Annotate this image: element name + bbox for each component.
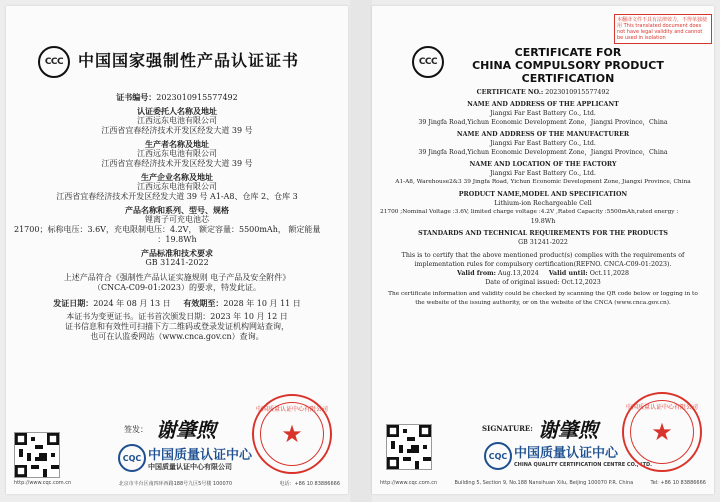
manufacturer-heading: 生产者名称及地址 bbox=[145, 139, 209, 149]
validity-line bbox=[380, 269, 706, 278]
manufacturer-address: 39 Jingfa Road,Yichun Economic Development Zone，Jiangxi Province，China bbox=[418, 149, 668, 156]
verification-note: The certificate information and validity could be checked by scanning the QR code below or logging in to bbox=[388, 291, 698, 297]
certificate-body bbox=[14, 92, 340, 342]
factory-address: 江西省宜春经济技术开发区经发大道 39 号 A1-A8、仓库 2、仓库 3 bbox=[56, 192, 298, 201]
translation-disclaimer-stamp: 本翻译文件不具有法律效力，不得单独使用 This translated document does not have legal validity and cannot be used in isolation bbox=[614, 14, 712, 44]
factory-heading: NAME AND LOCATION OF THE FACTORY bbox=[469, 161, 617, 168]
organization-name: 中国质量认证中心 bbox=[514, 446, 619, 461]
product-spec: 21700 ;Nominal Voltage :3.6V, limited charge voltage :4.2V ,Rated Capacity :5500mAh,rated energy : bbox=[380, 209, 679, 215]
standard-heading: STANDARDS AND TECHNICAL REQUIREMENTS FOR THE PRODUCTS bbox=[418, 230, 668, 237]
certificate-body bbox=[380, 88, 706, 308]
conformity-statement-continued: implementation rules for compulsory certification(REFNO. CNCA-C09-01:2023). bbox=[414, 261, 672, 268]
footer bbox=[14, 480, 340, 487]
valid-from-label: Valid from: bbox=[457, 270, 497, 277]
page-gutter bbox=[350, 0, 372, 502]
organization-name: 中国质量认证中心 bbox=[148, 448, 253, 463]
applicant-address: 39 Jingfa Road,Yichun Economic Development Zone，Jiangxi Province，China bbox=[418, 119, 668, 126]
applicant-heading: 认证委托人名称及地址 bbox=[137, 106, 217, 116]
factory-heading: 生产企业名称及地址 bbox=[141, 172, 213, 182]
applicant-name: Jiangxi Far East Battery Co., Ltd. bbox=[490, 110, 596, 117]
standard: GB 31241-2022 bbox=[518, 239, 568, 246]
valid-until-date: 2028 年 10 月 11 日 bbox=[223, 299, 301, 308]
certificate-number: 2023010915577492 bbox=[545, 89, 610, 96]
applicant-address: 江西省宜春经济技术开发区经发大道 39 号 bbox=[101, 126, 253, 135]
footer-website[interactable]: http://www.cqc.com.cn bbox=[14, 480, 72, 486]
conformity-statement-continued: （CNCA-C09-01:2023）的要求，特发此证。 bbox=[93, 283, 261, 292]
certificate-number: 2023010915577492 bbox=[156, 93, 238, 102]
applicant-name: 江西远东电池有限公司 bbox=[137, 116, 217, 125]
organization-company: CHINA QUALITY CERTIFICATION CENTRE CO., LTD. bbox=[514, 462, 653, 468]
seal-star-icon: ★ bbox=[281, 420, 303, 448]
product-heading: PRODUCT NAME,MODEL AND SPECIFICATION bbox=[458, 191, 628, 198]
ccc-logo-icon: CCC bbox=[38, 46, 70, 78]
page-title: 中国国家强制性产品认证证书 bbox=[78, 51, 300, 70]
manufacturer-name: Jiangxi Far East Battery Co., Ltd. bbox=[490, 140, 596, 147]
qr-code-icon[interactable] bbox=[386, 424, 432, 470]
product-spec-continued: ：19.8Wh bbox=[157, 235, 197, 244]
title-line-1: CERTIFICATE FOR bbox=[514, 46, 622, 59]
conformity-statement: This is to certify that the above mentioned product(s) complies with the requirements of bbox=[401, 252, 685, 259]
seal-star-icon: ★ bbox=[651, 418, 673, 446]
applicant-heading: NAME AND ADDRESS OF THE APPLICANT bbox=[467, 101, 619, 108]
change-note: 本证书为变更证书。证书首次颁发日期：2023 年 10 月 12 日 bbox=[66, 312, 288, 321]
valid-from-date: Aug.13,2024 bbox=[498, 270, 539, 277]
organization-company: 中国质量认证中心有限公司 bbox=[148, 463, 232, 471]
cqc-logo-icon: CQC bbox=[118, 444, 146, 472]
footer-phone: Tel: +86 10 83886666 bbox=[650, 480, 706, 486]
signature: 谢肇煦 bbox=[156, 418, 216, 442]
verification-note-continued: 也可在认监委网站（www.cnca.gov.cn）查询。 bbox=[90, 332, 264, 341]
signature-label: 签发： bbox=[124, 425, 148, 434]
verification-note: 证书信息和有效性可扫描下方二维码或登录发证机构网站查询， bbox=[65, 322, 289, 331]
product-name: 锂离子可充电池芯 bbox=[145, 215, 209, 224]
product-name: Lithium-ion Rechargeable Cell bbox=[494, 200, 592, 207]
signature: 谢肇煦 bbox=[538, 418, 598, 442]
certificate-number-line bbox=[14, 92, 340, 103]
official-seal-icon bbox=[622, 392, 702, 472]
qr-code-icon[interactable] bbox=[14, 432, 60, 478]
signature-label: SIGNATURE: bbox=[482, 424, 533, 433]
ccc-logo-icon: CCC bbox=[412, 46, 444, 78]
seal-text: 中国质量认证中心有限公司 bbox=[625, 404, 698, 411]
page-title bbox=[438, 46, 698, 85]
manufacturer-heading: NAME AND ADDRESS OF THE MANUFACTURER bbox=[456, 131, 630, 138]
cqc-logo-icon: CQC bbox=[484, 442, 512, 470]
footer-phone: 电话：+86 10 83886666 bbox=[279, 481, 340, 487]
manufacturer-name: 江西远东电池有限公司 bbox=[137, 149, 217, 158]
standard: GB 31241-2022 bbox=[145, 258, 209, 267]
certificate-page-english bbox=[372, 6, 714, 494]
conformity-statement: 上述产品符合《强制性产品认证实施规则 电子产品及安全附件》 bbox=[63, 273, 291, 282]
footer-address: Building 5, Section 9, No.188 Nansihuan Xilu, Beijing 100070 P.R. China bbox=[454, 480, 634, 486]
title-line-2: CHINA COMPULSORY PRODUCT CERTIFICATION bbox=[472, 59, 664, 85]
verification-note-continued: the website of the issuing authority, or on the website of the CNCA (www.cnca.gov.cn). bbox=[415, 300, 671, 306]
official-seal-icon bbox=[252, 394, 332, 474]
factory-name: 江西远东电池有限公司 bbox=[137, 182, 217, 191]
standard-heading: 产品标准和技术要求 bbox=[141, 248, 213, 258]
valid-until-label: 有效期至： bbox=[183, 298, 224, 308]
footer-address: 北京市丰台区南四环西路188号九区5号楼 100070 bbox=[118, 481, 233, 487]
certificate-number-label: 证书编号： bbox=[116, 92, 157, 102]
valid-until-date: Oct.11,2028 bbox=[589, 270, 629, 277]
date-line bbox=[14, 298, 340, 309]
manufacturer-address: 江西省宜春经济技术开发区经发大道 39 号 bbox=[101, 159, 253, 168]
certificate-number-label: CERTIFICATE NO.: bbox=[476, 89, 544, 96]
footer-website[interactable]: http://www.cqc.com.cn bbox=[380, 480, 438, 486]
certificate-page-chinese bbox=[6, 6, 348, 494]
product-spec-continued: 19.8Wh bbox=[530, 218, 556, 225]
seal-text: 中国质量认证中心有限公司 bbox=[255, 406, 328, 413]
issue-date-label: 发证日期： bbox=[53, 298, 94, 308]
certificate-number-line bbox=[380, 88, 706, 97]
original-issue-date: Date of original issued: Oct.12,2023 bbox=[485, 279, 601, 286]
factory-address: A1-A8, Warehouse2&3 39 Jingfa Road, Yichun Economic Development Zone, Jiangxi Province, China bbox=[395, 179, 691, 185]
product-heading: 产品名称和系列、型号、规格 bbox=[125, 205, 229, 215]
issue-date: 2024 年 08 月 13 日 bbox=[93, 299, 171, 308]
footer bbox=[380, 480, 706, 486]
valid-until-label: Valid until: bbox=[548, 270, 588, 277]
factory-name: Jiangxi Far East Battery Co., Ltd. bbox=[490, 170, 596, 177]
product-spec: 21700；标称电压：3.6V，充电限制电压：4.2V， 额定容量：5500mAh， 额定能量 bbox=[14, 225, 321, 234]
